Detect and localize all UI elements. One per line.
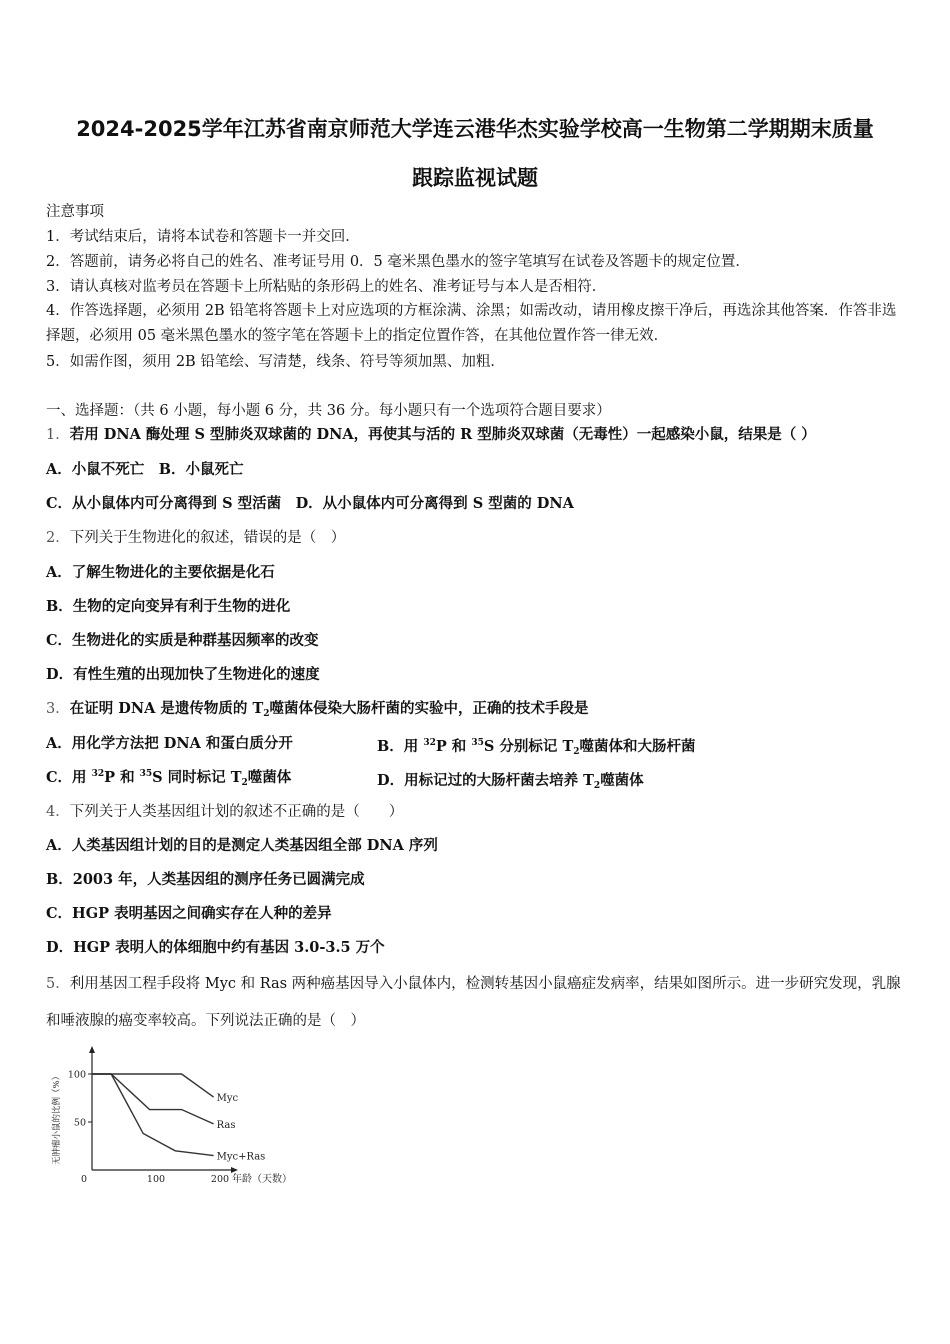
subscript: 2 — [593, 781, 601, 791]
question-stem: 若用 DNA 酶处理 S 型肺炎双球菌的 DNA，再使其与活的 R 型肺炎双球菌（无毒性）一起感染小鼠，结果是（ ） — [69, 426, 816, 443]
y-axis-label: 无肿瘤小鼠的比例（%） — [52, 1071, 62, 1165]
y-axis-arrow — [89, 1046, 95, 1053]
q3-option-c — [46, 769, 291, 787]
question-2 — [46, 529, 345, 547]
series-label-myc-ras: Myc+Ras — [216, 1151, 266, 1163]
x-tick-label-0: 0 — [80, 1174, 88, 1185]
notice-item-1: 1．考试结束后，请将本试卷和答题卡一并交回． — [46, 229, 360, 245]
question-1 — [46, 426, 816, 444]
question-number: 4． — [46, 804, 70, 820]
q2-option-b: B．生物的定向变异有利于生物的进化 — [46, 598, 291, 615]
subscript: 2 — [263, 709, 270, 719]
text: S 同时标记 T — [152, 769, 242, 786]
q4-option-a: A．人类基因组计划的目的是测定人类基因组全部 DNA 序列 — [46, 837, 438, 854]
x-axis-label: 年龄（天数） — [232, 1174, 292, 1185]
question-stem-b: 噬菌体侵染大肠杆菌的实验中，正确的技术手段是 — [269, 700, 589, 717]
question-number: 3． — [46, 701, 70, 717]
x-axis-arrow — [231, 1167, 238, 1173]
text: 噬菌体和大肠杆菌 — [579, 738, 696, 755]
q4-option-b: B．2003 年，人类基因组的测序任务已圆满完成 — [46, 871, 365, 888]
y-tick-label-1: 50 — [73, 1117, 86, 1129]
text: B．用 — [377, 738, 424, 755]
series-line-myc — [92, 1074, 214, 1097]
question-stem: 利用基因工程手段将 Myc 和 Ras 两种癌基因导入小鼠体内，检测转基因小鼠癌症发病率，结果如图所示。进一步研究发现，乳腺和唾液腺的癌变率较高。下列说法正确的是（ ） — [46, 976, 901, 1029]
notice-item-2: 2．答题前，请务必将自己的姓名、准考证号用 0．5 毫米黑色墨水的签字笔填写在试卷及答题卡的规定位置． — [46, 254, 750, 270]
subscript: 2 — [573, 747, 580, 757]
x-tick-label-1: 100 — [146, 1174, 166, 1185]
notice-item-5: 5．如需作图，须用 2B 铅笔绘、写清楚，线条、符号等须加黑、加粗． — [46, 354, 505, 370]
superscript: 35 — [471, 738, 484, 748]
section-1-heading: 一、选择题：（共 6 小题，每小题 6 分，共 36 分。每小题只有一个选项符合题目要求） — [46, 403, 611, 419]
series-label-ras: Ras — [216, 1119, 236, 1131]
question-stem-a: 在证明 DNA 是遗传物质的 T — [69, 700, 264, 717]
tumor-free-line-chart — [42, 1040, 322, 1190]
q2-option-c: C．生物进化的实质是种群基因频率的改变 — [46, 632, 319, 649]
series-label-myc: Myc — [216, 1093, 239, 1105]
text: P 和 — [435, 738, 472, 755]
q3-option-b — [377, 735, 696, 756]
text: C．用 — [46, 769, 92, 786]
text: 噬菌体 — [600, 772, 644, 789]
text: P 和 — [104, 769, 140, 786]
q2-option-a: A．了解生物进化的主要依据是化石 — [46, 564, 275, 581]
question-4 — [46, 803, 403, 821]
exam-title-line2: 跟踪监视试题 — [412, 166, 538, 190]
y-tick-label-0: 100 — [67, 1069, 86, 1081]
exam-title-line1: 2024-2025学年江苏省南京师范大学连云港华杰实验学校高一生物第二学期期末质量 — [76, 117, 874, 141]
text: D．用标记过的大肠杆菌去培养 T — [377, 772, 594, 789]
series-line-myc-ras — [92, 1074, 214, 1156]
text: 噬菌体 — [247, 769, 292, 786]
q4-option-d: D．HGP 表明人的体细胞中约有基因 3.0-3.5 万个 — [46, 939, 385, 956]
q4-option-c: C．HGP 表明基因之间确实存在人种的差异 — [46, 905, 332, 922]
q3-option-d — [377, 769, 644, 790]
question-5 — [46, 966, 902, 1040]
question-number: 2． — [46, 530, 70, 546]
question-3 — [46, 700, 589, 718]
question-stem: 下列关于生物进化的叙述，错误的是（ ） — [69, 530, 346, 546]
series-line-ras — [92, 1074, 214, 1124]
subscript: 2 — [241, 778, 248, 788]
superscript: 32 — [91, 769, 105, 779]
notice-item-3: 3．请认真核对监考员在答题卡上所粘贴的条形码上的姓名、准考证号与本人是否相符． — [46, 279, 607, 295]
x-tick-label-2: 200 — [210, 1174, 230, 1185]
superscript: 32 — [423, 738, 436, 748]
notice-item-4: 4．作答选择题，必须用 2B 铅笔将答题卡上对应选项的方框涂满、涂黑；如需改动，请用橡皮擦干净后，再选涂其他答案．作答非选择题，必须用 05 毫米黑色墨水的签字笔在答题卡上的指定位置作答，在其他位置作答一律无效． — [46, 303, 897, 344]
q3-option-a: A．用化学方法把 DNA 和蛋白质分开 — [46, 735, 293, 752]
question-number: 5． — [46, 976, 70, 992]
q1-options-cd: C．从小鼠体内可分离得到 S 型活菌 D．从小鼠体内可分离得到 S 型菌的 DNA — [46, 495, 574, 512]
superscript: 35 — [139, 769, 153, 779]
q1-options-ab: A．小鼠不死亡 B．小鼠死亡 — [46, 461, 244, 478]
notice-heading: 注意事项 — [46, 204, 104, 220]
question-number: 1． — [46, 427, 70, 443]
text: S 分别标记 T — [483, 738, 574, 755]
question-stem: 下列关于人类基因组计划的叙述不正确的是（ ） — [69, 804, 404, 820]
q2-option-d: D．有性生殖的出现加快了生物进化的速度 — [46, 666, 320, 683]
